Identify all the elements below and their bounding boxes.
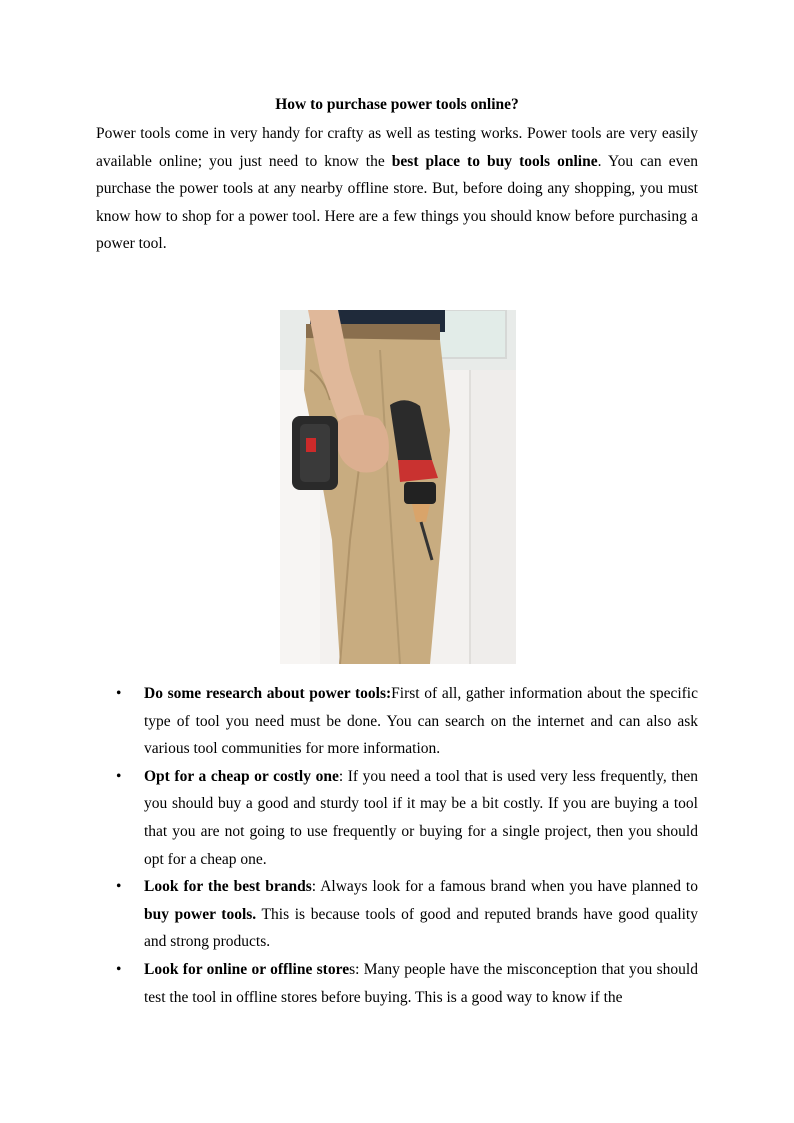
- power-drill-photo: [280, 310, 516, 664]
- intro-paragraph: [96, 120, 698, 258]
- list-item-heading: Look for the best brands: [144, 878, 312, 896]
- list-item-text: s: Many people have the misconception that you should test the tool in offline stores before buying. This is a good way to know if the: [144, 960, 698, 1006]
- intro-bold-link-text: best place to buy tools online: [391, 152, 598, 170]
- list-item: [96, 763, 698, 873]
- list-item: [96, 956, 698, 1011]
- tips-list: [96, 680, 698, 1011]
- list-item-heading: Look for online or offline store: [144, 960, 350, 978]
- intro-text-1: Power tools come in very handy for crafty as well as testing works. Power tools are very easily available online; you just need to know the: [96, 125, 698, 170]
- list-item: [96, 680, 698, 763]
- document-title: How to purchase power tools online?: [275, 96, 519, 113]
- bullet-icon: •: [116, 878, 122, 896]
- list-item-text: : Always look for a famous brand when you have planned to: [311, 878, 698, 896]
- list-item-heading: Do some research about power tools:: [144, 685, 392, 702]
- list-item-heading: Opt for a cheap or costly one: [144, 767, 339, 785]
- list-item-text: : If you need a tool that is used very less frequently, then you should buy a good and sturdy tool if it may be a bit costly. If you are buying a tool that you are not going to use frequently or buying for a single project, then you should opt for a cheap one.: [144, 767, 698, 868]
- bullet-icon: •: [116, 685, 122, 702]
- list-item-text-2: This is because tools of good and reputed brands have good quality and strong products.: [144, 905, 698, 951]
- list-item-text: First of all, gather information about the specific type of tool you need must be done. You can search on the internet and can also ask various tool communities for more information.: [144, 685, 698, 758]
- bullet-icon: •: [116, 767, 122, 785]
- intro-text-2: . You can even purchase the power tools at any nearby offline store. But, before doing any shopping, you must know how to shop for a power tool. Here are a few things you should know before purchasing a power tool.: [96, 152, 698, 253]
- list-item-bold-link-text: buy power tools.: [144, 905, 257, 923]
- bullet-icon: •: [116, 960, 122, 978]
- list-item: [96, 873, 698, 956]
